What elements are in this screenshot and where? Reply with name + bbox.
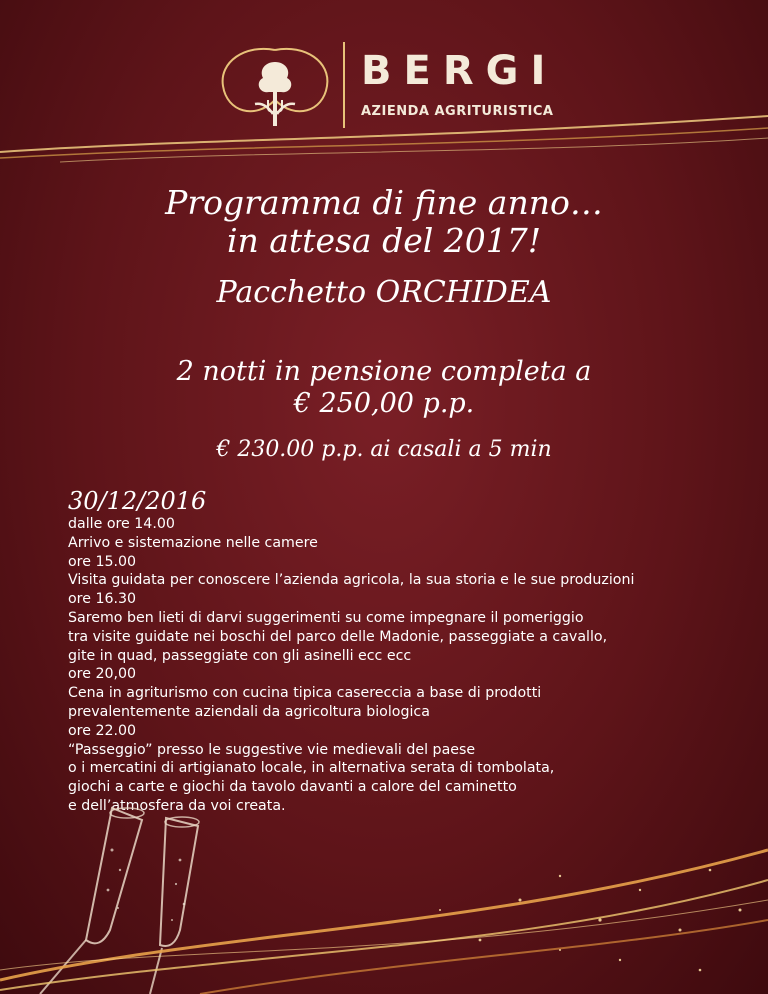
schedule-line: gite in quad, passeggiate con gli asinelli ecc ecc [68, 647, 412, 664]
schedule-line: Arrivo e sistemazione nelle camere [68, 534, 318, 551]
schedule-line: e dell’atmosfera da voi creata. [68, 797, 286, 814]
gold-swoosh-decoration [0, 110, 768, 170]
offer-price: € 250,00 p.p. [293, 388, 475, 419]
brand-name: BERGI [361, 48, 558, 94]
schedule-line: ore 20,00 [68, 666, 137, 683]
schedule-line: o i mercatini di artigianato locale, in alternativa serata di tombolata, [68, 760, 555, 777]
offer-alternative-price: € 230.00 p.p. ai casali a 5 min [216, 437, 552, 462]
schedule-line: Cena in agriturismo con cucina tipica casereccia a base di prodotti [68, 685, 542, 702]
schedule-line: tra visite guidate nei boschi del parco delle Madonie, passeggiate a cavallo, [68, 628, 608, 645]
schedule-line: ore 22.00 [68, 722, 137, 739]
offer-block [0, 356, 768, 466]
brand-subtitle: AZIENDA AGRITURISTICA [361, 104, 554, 119]
schedule-date: 30/12/2016 [68, 487, 207, 515]
schedule [68, 487, 738, 816]
offer-line-1: 2 notti in pensione completa a [176, 356, 592, 387]
champagne-glasses-decoration [0, 780, 768, 994]
schedule-line: prevalentemente aziendali da agricoltura biologica [68, 703, 430, 720]
title-line-2: in attesa del 2017! [226, 221, 542, 260]
schedule-line: ore 16.30 [68, 591, 137, 608]
schedule-line: ore 15.00 [68, 553, 137, 570]
title-line-1: Programma di fine anno… [165, 183, 603, 222]
schedule-line: dalle ore 14.00 [68, 516, 175, 532]
package-name: Pacchetto ORCHIDEA [216, 275, 552, 310]
schedule-line: “Passeggio” presso le suggestive vie medievali del paese [68, 741, 476, 758]
schedule-line: Visita guidata per conoscere l’azienda agricola, la sua storia e le sue produzioni [68, 572, 635, 589]
title-block [0, 184, 768, 312]
schedule-line: Saremo ben lieti di darvi suggerimenti su come impegnare il pomeriggio [68, 609, 584, 626]
champagne-glass-left-icon [40, 808, 144, 994]
schedule-line: giochi a carte e giochi da tavolo davanti a calore del caminetto [68, 779, 517, 796]
